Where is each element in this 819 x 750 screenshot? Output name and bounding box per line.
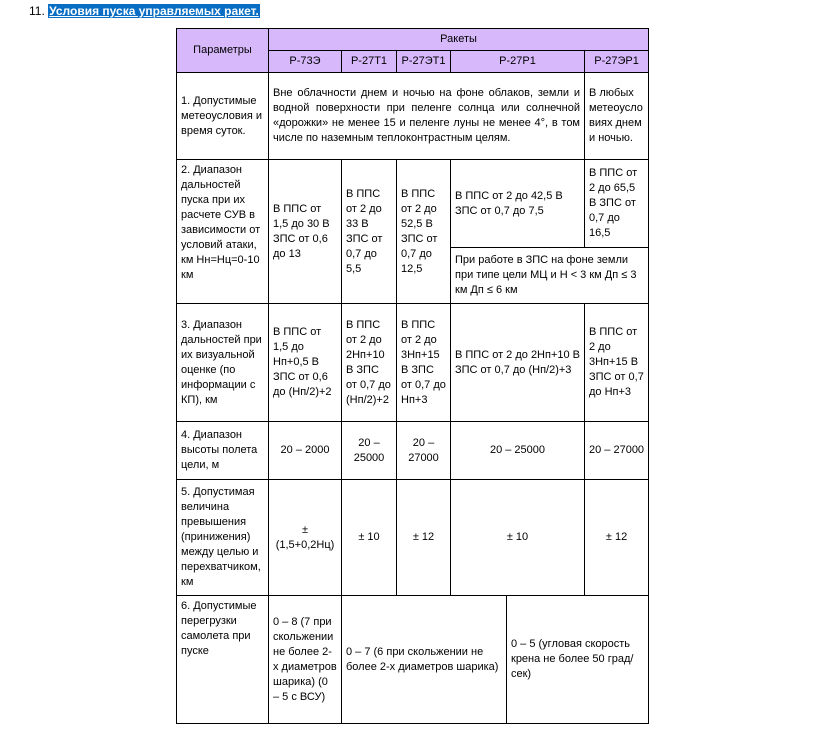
- cell-range-visual-r27r1: В ППС от 2 до 2Нп+10 В ЗПС от 0,7 до (Нп/2)+3: [451, 304, 585, 422]
- cell-elevation-r73e: ± (1,5+0,2Нц): [269, 480, 342, 596]
- table-row-elevation: [177, 480, 649, 596]
- cell-range-suv-r27t1: В ППС от 2 до 33 В ЗПС от 0,7 до 5,5: [342, 160, 397, 304]
- cell-elevation-r27er1: ± 12: [585, 480, 649, 596]
- row-label-altitude: 4. Диапазон высоты полета цели, м: [177, 422, 269, 480]
- header-col-r73e: Р-73Э: [269, 51, 342, 73]
- cell-elevation-r27et1: ± 12: [397, 480, 451, 596]
- header-rockets: Ракеты: [269, 29, 649, 51]
- header-row-1: [177, 29, 649, 51]
- cell-range-visual-r27t1: В ППС от 2 до 2Нп+10 В ЗПС от 0,7 до (Нп/2)+2: [342, 304, 397, 422]
- table-row-range-suv: [177, 160, 649, 248]
- table-row-altitude: [177, 422, 649, 480]
- table-row-range-visual: [177, 304, 649, 422]
- table-row-weather: [177, 73, 649, 160]
- header-params: Параметры: [177, 29, 269, 73]
- table-row-overload: [177, 596, 649, 724]
- cell-range-suv-note: При работе в ЗПС на фоне земли при типе цели МЦ и Н < 3 км Дп ≤ 3 км Дп ≤ 6 км: [451, 248, 649, 304]
- header-col-r27t1: Р-27Т1: [342, 51, 397, 73]
- cell-range-suv-r27er1: В ППС от 2 до 65,5 В ЗПС от 0,7 до 16,5: [585, 160, 649, 248]
- row-label-weather: 1. Допустимые метеоусловия и время суток.: [177, 73, 269, 160]
- cell-overload-r73e: 0 – 8 (7 при скольжении не более 2-х диаметров шарика) (0 – 5 с ВСУ): [269, 596, 342, 724]
- cell-altitude-r27r1: 20 – 25000: [451, 422, 585, 480]
- header-col-r27r1: Р-27Р1: [451, 51, 585, 73]
- cell-weather-merged: Вне облачности днем и ночью на фоне облаков, земли и водной поверхности при пеленге солнца или солнечной «дорожки» не менее 15 и пеленге луны не менее 4°, в том числе по наземным теплоконтрастным целям.: [269, 73, 585, 160]
- cell-range-suv-r27et1: В ППС от 2 до 52,5 В ЗПС от 0,7 до 12,5: [397, 160, 451, 304]
- launch-conditions-table: [176, 28, 649, 724]
- cell-range-visual-r27er1: В ППС от 2 до 3Нп+15 В ЗПС от 0,7 до Нп+3: [585, 304, 649, 422]
- row-label-overload: 6. Допустимые перегрузки самолета при пуске: [177, 596, 269, 724]
- section-number: 11.: [29, 4, 45, 18]
- cell-overload-last: 0 – 5 (угловая скорость крена не более 50 град/сек): [507, 596, 649, 724]
- cell-range-visual-r27et1: В ППС от 2 до 3Нп+15 В ЗПС от 0,7 до Нп+3: [397, 304, 451, 422]
- cell-range-suv-r73e: В ППС от 1,5 до 30 В ЗПС от 0,6 до 13: [269, 160, 342, 304]
- cell-altitude-r27er1: 20 – 27000: [585, 422, 649, 480]
- cell-overload-middle: 0 – 7 (6 при скольжении не более 2-х диаметров шарика): [342, 596, 507, 724]
- row-label-range-suv: 2. Диапазон дальностей пуска при их расчете СУВ в зависимости от условий атаки, км Нн=Нц=0-10 км: [177, 160, 269, 304]
- cell-weather-r27er1: В любых метеоусловиях днем и ночью.: [585, 73, 649, 160]
- row-label-range-visual: 3. Диапазон дальностей при их визуальной оценке (по информации с КП), км: [177, 304, 269, 422]
- cell-altitude-r73e: 20 – 2000: [269, 422, 342, 480]
- row-label-elevation: 5. Допустимая величина превышения (принижения) между целью и перехватчиком, км: [177, 480, 269, 596]
- cell-altitude-r27t1: 20 – 25000: [342, 422, 397, 480]
- cell-range-suv-r27r1: В ППС от 2 до 42,5 В ЗПС от 0,7 до 7,5: [451, 160, 585, 248]
- section-title[interactable]: Условия пуска управляемых ракет.: [49, 4, 259, 18]
- header-col-r27et1: Р-27ЭТ1: [397, 51, 451, 73]
- header-col-r27er1: Р-27ЭР1: [585, 51, 649, 73]
- cell-altitude-r27et1: 20 – 27000: [397, 422, 451, 480]
- section-heading: [29, 3, 260, 19]
- cell-range-visual-r73e: В ППС от 1,5 до Нп+0,5 В ЗПС от 0,6 до (Нп/2)+2: [269, 304, 342, 422]
- cell-elevation-r27r1: ± 10: [451, 480, 585, 596]
- cell-elevation-r27t1: ± 10: [342, 480, 397, 596]
